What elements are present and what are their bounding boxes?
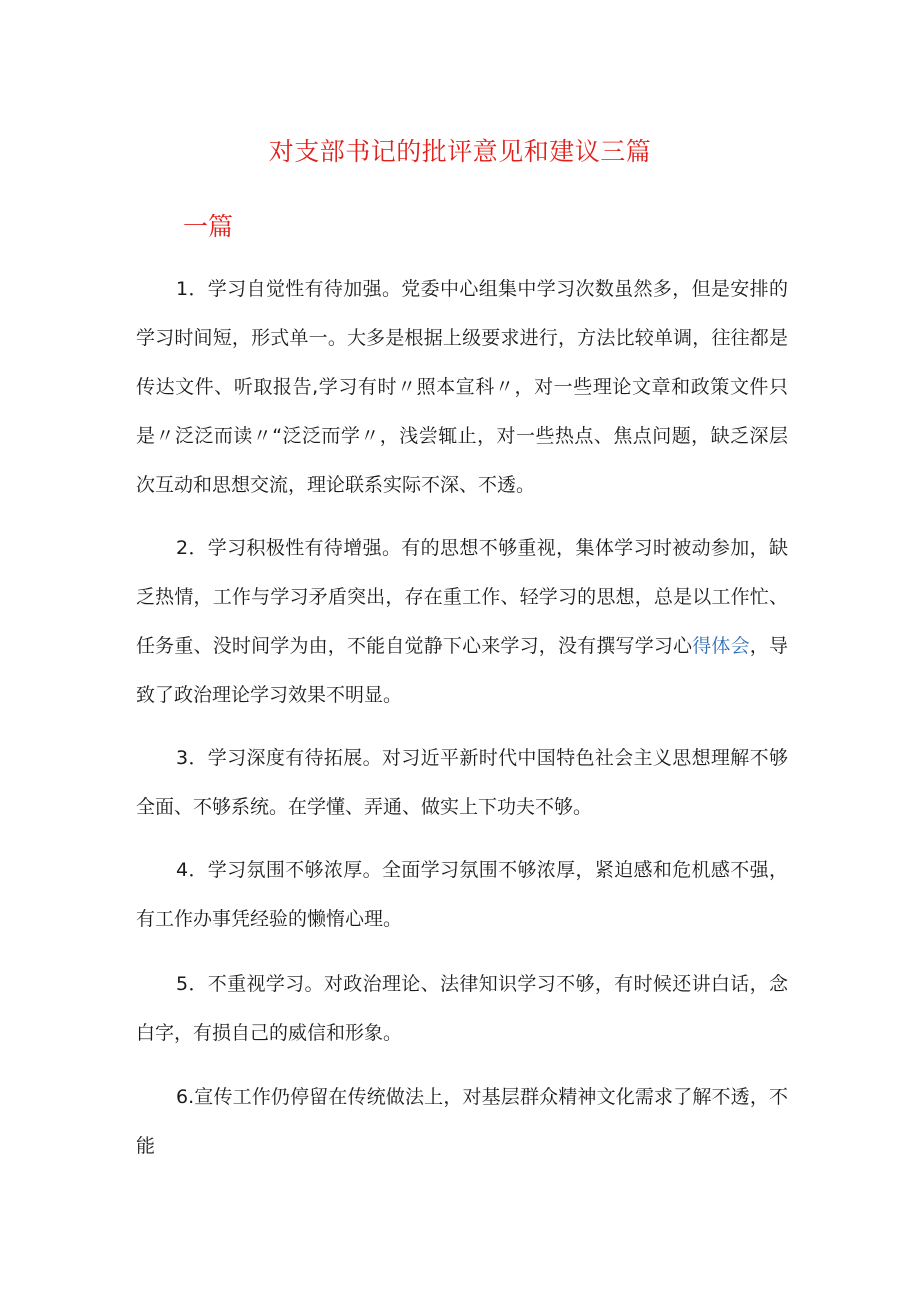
paragraph-text: ．学习深度有待拓展。对习近平新时代中国特色社会主义思想理解不够全面、不够系统。在学懂、弄通、做实上下功夫不够。 [136,747,788,818]
paragraph-number: 4 [176,859,189,881]
paragraph-number: 3 [176,747,189,769]
paragraph-6 [136,1073,788,1171]
paragraph-number: 5 [176,973,189,995]
paragraph-number: 2 [176,537,189,559]
inline-link[interactable]: 得体会 [692,635,750,657]
paragraph-number: 1 [176,278,189,300]
paragraph-1 [136,265,788,510]
paragraph-2 [136,524,788,720]
paragraph-text-continued: ，导致了政治理论学习效果不明显。 [136,635,788,706]
paragraph-text: ．学习自觉性有待加强。党委中心组集中学习次数虽然多，但是安排的学习时间短，形式单一。大多是根据上级要求进行，方法比较单调，往往都是传达文件、听取报告,学习有时〃照本宣科〃，对一些理论文章和政策文件只是〃泛泛而读〃“泛泛而学〃，浅尝辄止，对一些热点、焦点问题，缺乏深层次互动和思想交流，理论联系实际不深、不透。 [136,278,788,496]
paragraph-text: ．学习积极性有待增强。有的思想不够重视，集体学习时被动参加，缺乏热情，工作与学习矛盾突出，存在重工作、轻学习的思想，总是以工作忙、任务重、没时间学为由，不能自觉静下心来学习，没有撰写学习心 [136,537,788,657]
document-title: 对支部书记的批评意见和建议三篇 [268,137,652,166]
paragraph-text: 6.宣传工作仍停留在传统做法上，对基层群众精神文化需求了解不透，不能 [136,1086,788,1157]
paragraph-5 [136,960,788,1058]
paragraph-text: ．学习氛围不够浓厚。全面学习氛围不够浓厚，紧迫感和危机感不强，有工作办事凭经验的懒惰心理。 [136,859,788,930]
paragraph-3 [136,734,788,832]
paragraph-text: ．不重视学习。对政治理论、法律知识学习不够，有时候还讲白话，念白字，有损自己的威信和形象。 [136,973,788,1044]
paragraph-4 [136,846,788,944]
section-heading: 一篇 [183,212,234,241]
